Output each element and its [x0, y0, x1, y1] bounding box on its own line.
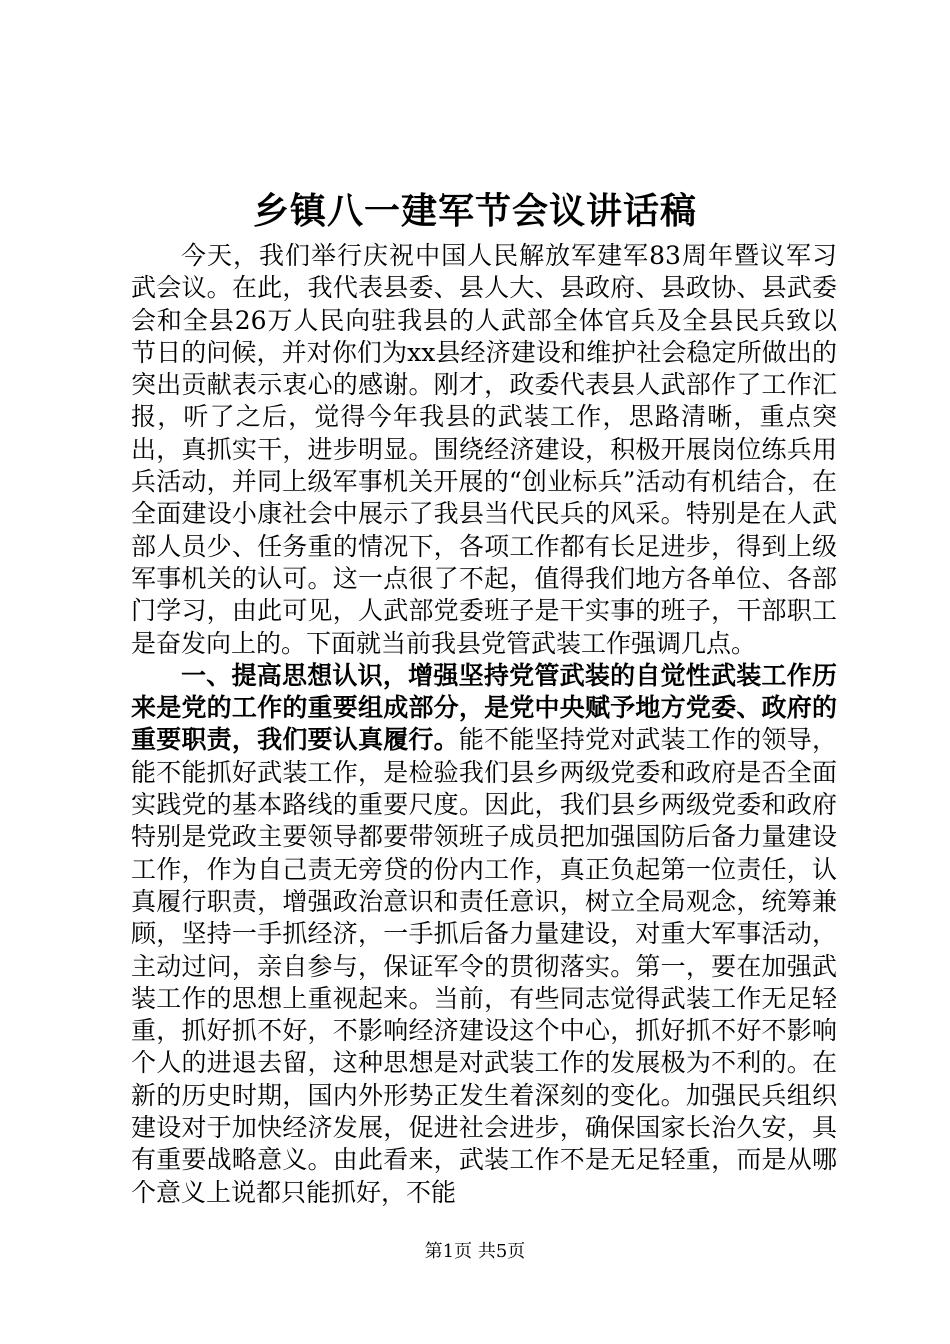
paragraph-1-text: 今天，我们举行庆祝中国人民解放军建军83周年暨议军习武会议。在此，我代表县委、县人大、县政府、县政协、县武委会和全县26万人民向驻我县的人武部全体官兵及全县民兵致以节日的问候，并对你们为xx县经济建设和维护社会稳定所做出的突出贡献表示衷心的感谢。刚才，政委代表县人武部作了工作汇报，听了之后，觉得今年我县的武装工作，思路清晰，重点突出，真抓实干，进步明显。围绕经济建设，积极开展岗位练兵用兵活动，并同上级军事机关开展的“创业标兵”活动有机结合，在全面建设小康社会中展示了我县当代民兵的风采。特别是在人武部人员少、任务重的情况下，各项工作都有长足进步，得到上级军事机关的认可。这一点很了不起，值得我们地方各单位、各部门学习，由此可见，人武部党委班子是干实事的班子，干部职工是奋发向上的。下面就当前我县党管武装工作强调几点。	[131, 241, 837, 658]
section-heading: 一、提高思想认识，增强坚持党管武装的自觉性武装工作历来是党的工作的重要组成部分，是党中央赋予地方党委、政府的重要职责，我们要认真履行。	[131, 660, 837, 755]
document-body	[131, 240, 837, 1209]
document-title: 乡镇八一建军节会议讲话稿	[252, 190, 697, 232]
page-number-footer: 第1页 共5页	[424, 1241, 526, 1262]
paragraph-2-text: 能不能坚持党对武装工作的领导，能不能抓好武装工作，是检验我们县乡两级党委和政府是否全面实践党的基本路线的重要尺度。因此，我们县乡两级党委和政府特别是党政主要领导都要带领班子成员把加强国防后备力量建设工作，作为自己责无旁贷的份内工作，真正负起第一位责任，认真履行职责，增强政治意识和责任意识，树立全局观念，统筹兼顾，坚持一手抓经济，一手抓后备力量建设，对重大军事活动，主动过问，亲自参与，保证军令的贯彻落实。第一，要在加强武装工作的思想上重视起来。当前，有些同志觉得武装工作无足轻重，抓好抓不好，不影响经济建设这个中心，抓好抓不好不影响个人的进退去留，这种思想是对武装工作的发展极为不利的。在新的历史时期，国内外形势正发生着深刻的变化。加强民兵组织建设对于加快经济发展，促进社会进步，确保国家长治久安，具有重要战略意义。由此看来，武装工作不是无足轻重，而是从哪个意义上说都只能抓好，不能	[131, 725, 837, 1207]
paragraph-2	[131, 660, 837, 1209]
paragraph-1	[131, 240, 837, 660]
